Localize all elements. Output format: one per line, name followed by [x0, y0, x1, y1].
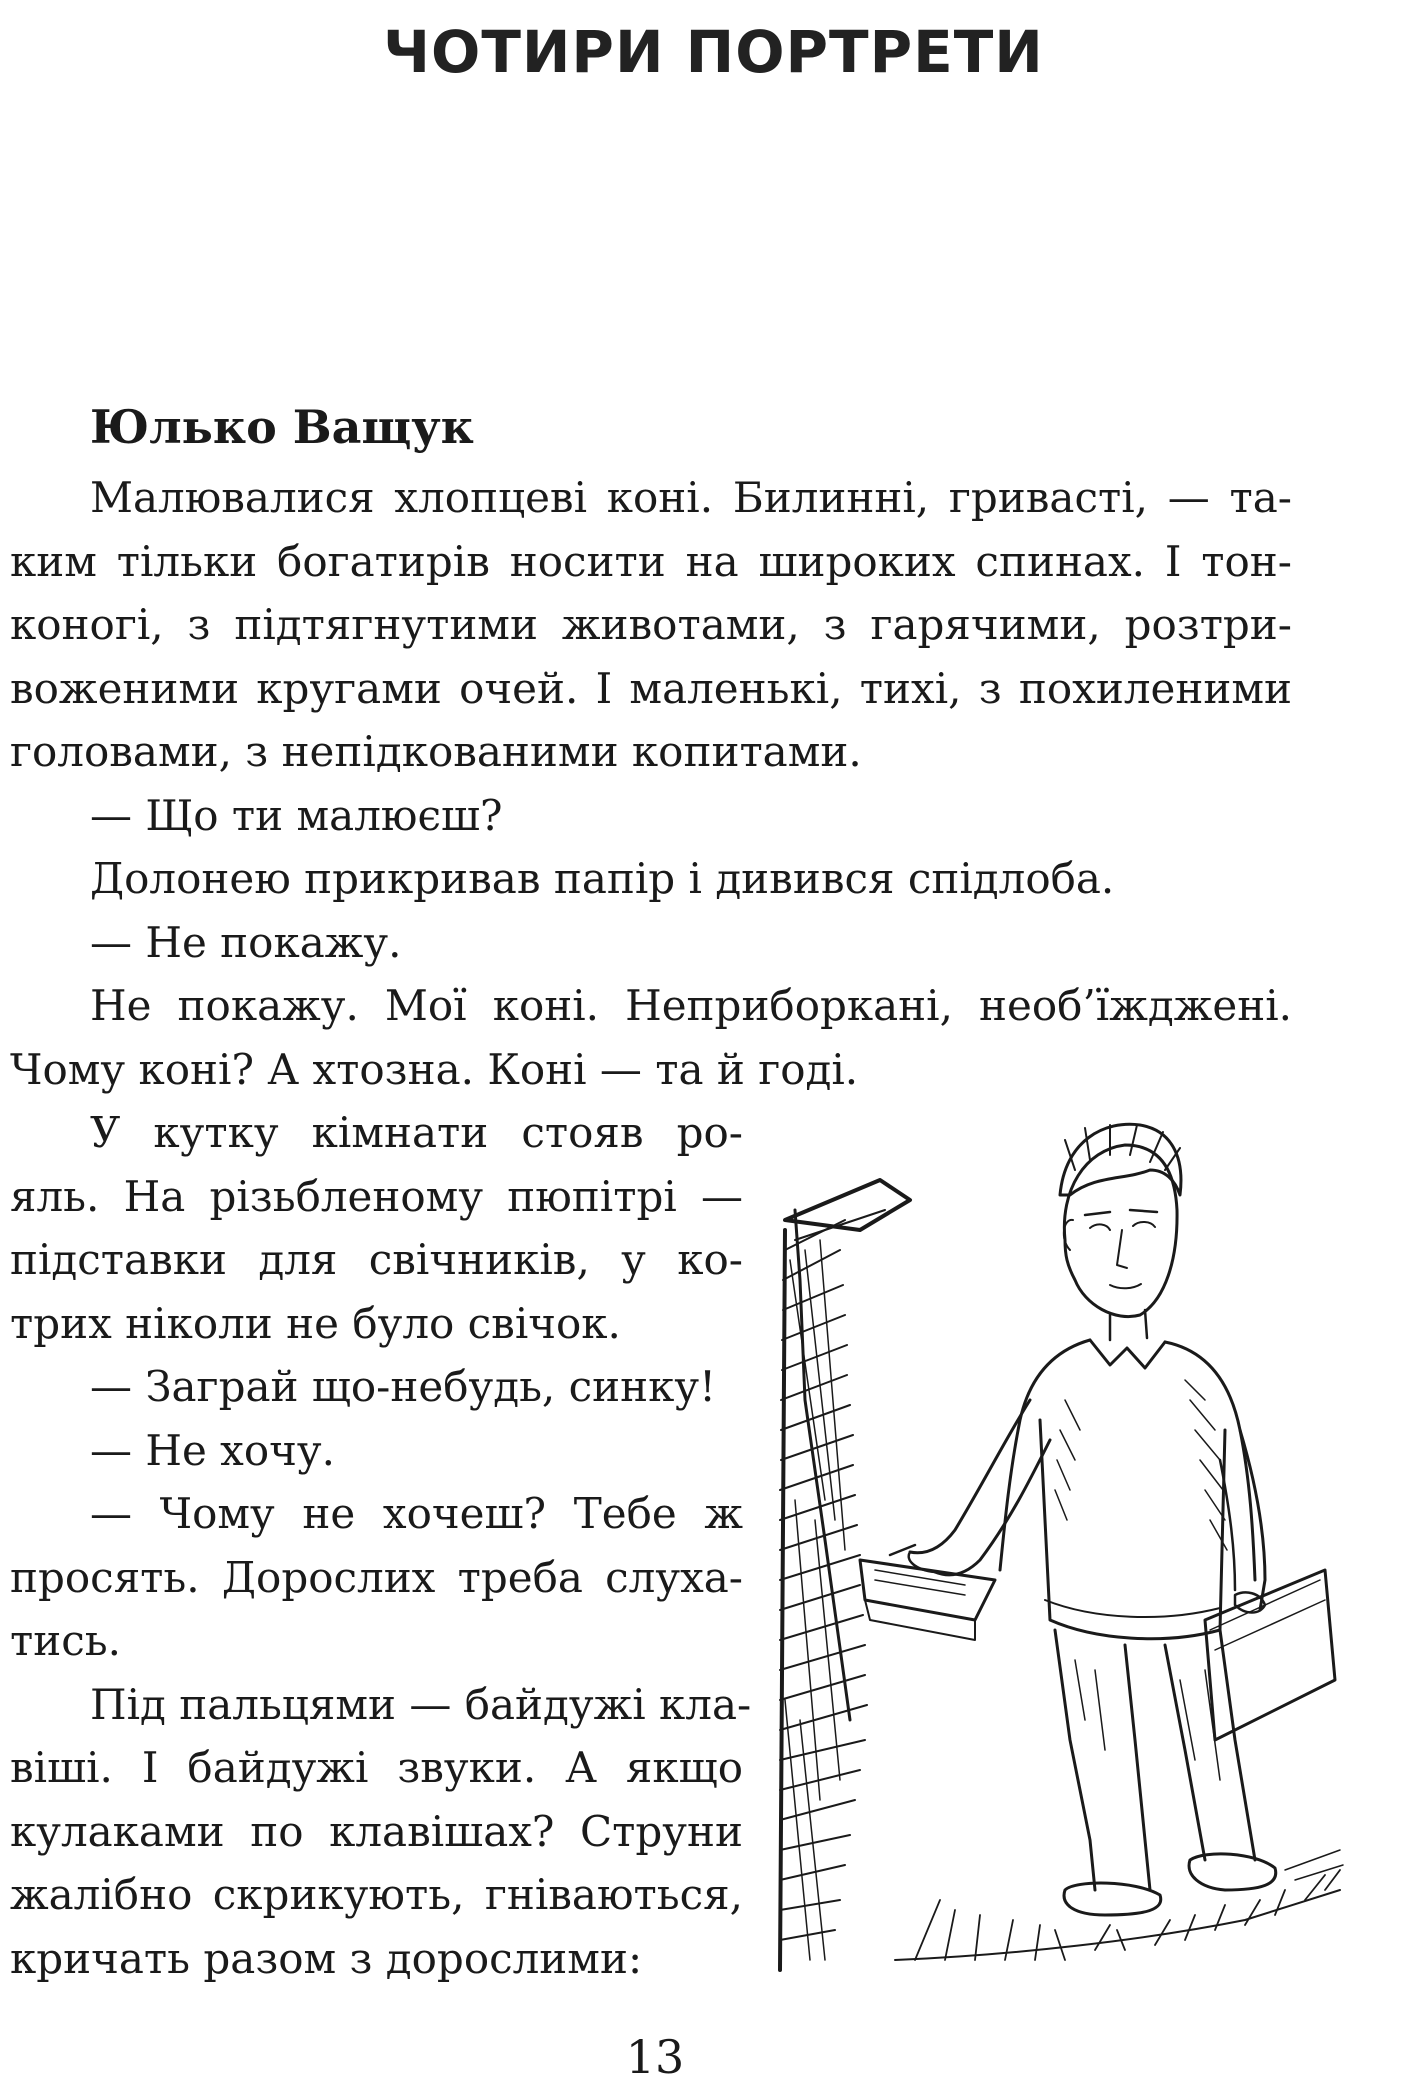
text-line: У кутку кімнати стояв ро-	[90, 1108, 743, 1157]
text-line: Долонею прикривав папір і дивився спідлоба.	[90, 854, 1115, 903]
page-number: 13	[625, 2030, 685, 2084]
boy-at-piano-illustration	[765, 1100, 1345, 1980]
text-line: підставки для свічників, у ко-	[10, 1235, 743, 1284]
text-line: — Не хочу.	[90, 1426, 335, 1475]
text-line: віші. І байдужі звуки. А якщо	[10, 1743, 743, 1792]
text-line: кулаками по клавішах? Струни	[10, 1807, 743, 1856]
text-line: жалібно скрикують, гніваються,	[10, 1870, 743, 1919]
text-line: — Не покажу.	[90, 918, 402, 967]
text-line: Малювалися хлопцеві коні. Билинні, гривасті, — та-	[90, 473, 1292, 522]
text-line: тись.	[10, 1616, 121, 1665]
chapter-title: ЧОТИРИ ПОРТРЕТИ	[383, 18, 1044, 86]
text-line: головами, з непідкованими копитами.	[10, 727, 862, 776]
text-line: яль. На різьбленому пюпітрі —	[10, 1172, 743, 1221]
text-line: — Чому не хочеш? Тебе ж	[90, 1489, 743, 1538]
section-title: Юлько Ващук	[90, 400, 474, 454]
text-line: — Що ти малюєш?	[90, 791, 503, 840]
text-line: ким тільки богатирів носити на широких спинах. І тон-	[10, 537, 1292, 586]
text-line: коногі, з підтягнутими животами, з гарячими, розтри-	[10, 600, 1292, 649]
text-line: — Заграй що-небудь, синку!	[90, 1362, 716, 1411]
text-line: кричать разом з дорослими:	[10, 1934, 643, 1983]
text-line: трих ніколи не було свічок.	[10, 1299, 621, 1348]
text-line: Чому коні? А хтозна. Коні — та й годі.	[10, 1045, 859, 1094]
text-line: Не покажу. Мої коні. Неприборкані, необ’їжджені.	[90, 981, 1292, 1030]
text-line: воженими кругами очей. І маленькі, тихі, з похиленими	[10, 664, 1292, 713]
text-line: Під пальцями — байдужі кла-	[90, 1680, 752, 1729]
text-line: просять. Дорослих треба слуха-	[10, 1553, 743, 1602]
